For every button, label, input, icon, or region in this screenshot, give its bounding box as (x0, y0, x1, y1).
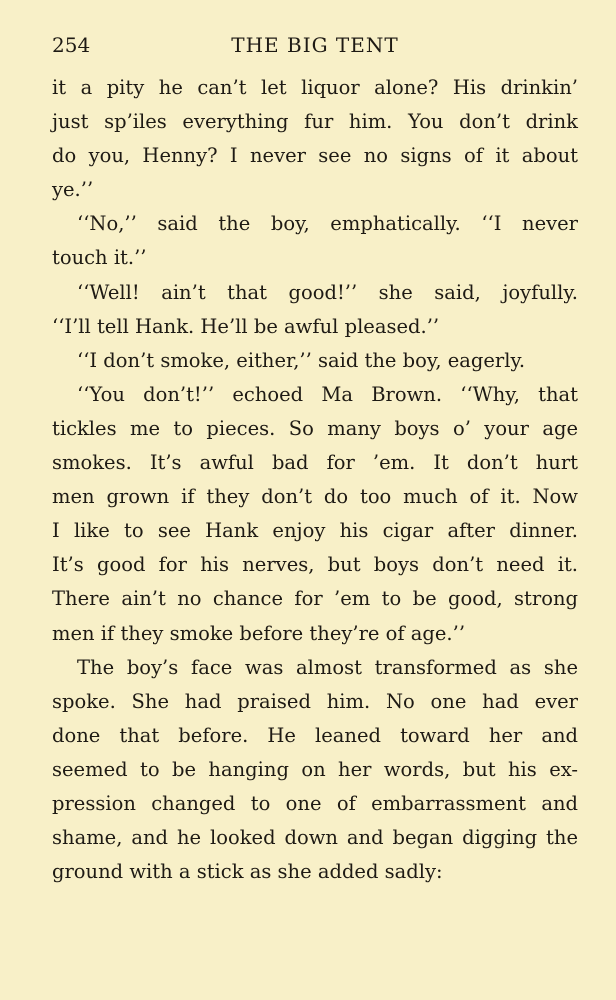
text-line: There ain’t no chance for ’em to be good, strong (52, 587, 578, 611)
text-line: it a pity he can’t let liquor alone? His drinkin’ (52, 76, 578, 99)
text-line: men if they smoke before they’re of age.’’ (52, 621, 466, 645)
text-line: ‘‘No,’’ said the boy, emphatically. ‘‘I never (77, 212, 578, 236)
text-line: smokes. It’s awful bad for ’em. It don’t hurt (52, 451, 578, 475)
text-line: pression changed to one of embarrassment and (52, 791, 578, 815)
text-line: I like to see Hank enjoy his cigar after dinner. (52, 519, 578, 543)
text-line: ‘‘You don’t!’’ echoed Ma Brown. ‘‘Why, that (77, 382, 578, 406)
text-line: done that before. He leaned toward her and (52, 723, 578, 747)
text-line: tickles me to pieces. So many boys o’ your age (52, 416, 578, 440)
text-line: do you, Henny? I never see no signs of it about (52, 144, 578, 168)
running-title: THE BIG TENT (231, 33, 399, 57)
text-line: ‘‘I’ll tell Hank. He’ll be awful pleased.’’ (52, 314, 440, 338)
text-line: It’s good for his nerves, but boys don’t need it. (52, 553, 578, 577)
text-line: ‘‘Well! ain’t that good!’’ she said, joyfully. (77, 280, 578, 304)
text-line: just sp’iles everything fur him. You don’t drink (52, 110, 578, 134)
page-header (52, 30, 578, 60)
text-line: shame, and he looked down and began digging the (52, 826, 578, 850)
body-text (52, 71, 578, 889)
text-line: men grown if they don’t do too much of it. Now (52, 485, 578, 509)
text-line: seemed to be hanging on her words, but his ex- (52, 757, 578, 781)
text-line: ‘‘I don’t smoke, either,’’ said the boy, eagerly. (77, 348, 526, 372)
text-line: The boy’s face was almost transformed as she (77, 655, 578, 679)
text-line: ground with a stick as she added sadly: (52, 860, 443, 884)
page-number: 254 (52, 33, 91, 57)
text-line: spoke. She had praised him. No one had ever (52, 689, 578, 713)
text-line: touch it.’’ (52, 246, 147, 270)
text-line: ye.’’ (52, 178, 94, 202)
